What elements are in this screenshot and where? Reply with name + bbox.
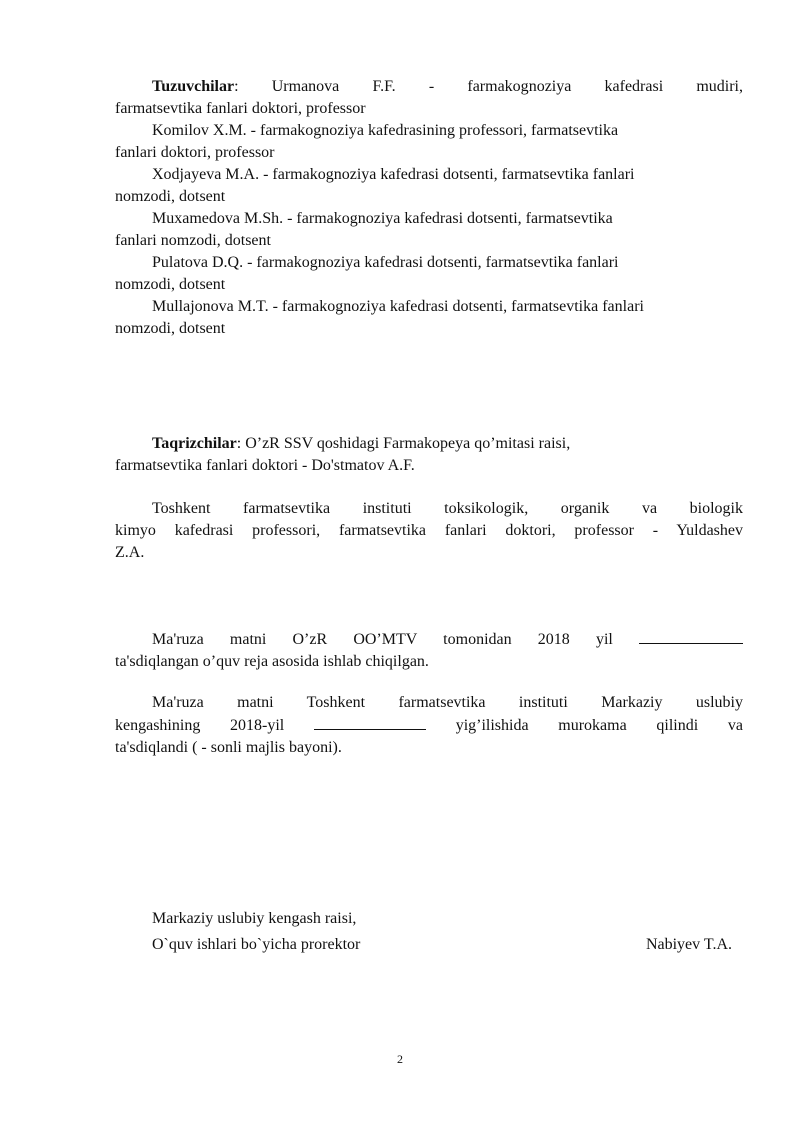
signature-position: O`quv ishlari bo`yicha prorektor — [152, 936, 361, 953]
authors-line-8: fanlari nomzodi, dotsent — [115, 232, 271, 249]
page-number: 2 — [397, 1052, 403, 1066]
approval-line-5: ta'sdiqlandi ( - sonli majlis bayoni). — [115, 739, 342, 756]
reviewers-heading: Taqrizchilar — [152, 435, 237, 452]
signature-name: Nabiyev T.A. — [645, 936, 732, 953]
authors-line-4: fanlari doktori, professor — [115, 144, 275, 161]
approval-paragraph-1 — [115, 628, 743, 673]
authors-line-6: nomzodi, dotsent — [115, 188, 226, 205]
authors-line-11: Mullajonova M.T. - farmakognoziya kafedrasi dotsenti, farmatsevtika fanlari — [152, 298, 644, 315]
authors-line-7: Muxamedova M.Sh. - farmakognoziya kafedrasi dotsenti, farmatsevtika — [152, 210, 613, 227]
authors-line-2: farmatsevtika fanlari doktori, professor — [115, 100, 366, 117]
authors-line-9: Pulatova D.Q. - farmakognoziya kafedrasi dotsenti, farmatsevtika fanlari — [152, 254, 619, 271]
approval-line-1: Ma'ruza matni O’zR OO’MTV tomonidan 2018 yil — [115, 628, 743, 651]
authors-line-1: Tuzuvchilar: Urmanova F.F. - farmakognoziya kafedrasi mudiri, — [152, 78, 744, 95]
date-blank-1 — [639, 628, 743, 644]
approval-line-3: Ma'ruza matni Toshkent farmatsevtika instituti Markaziy uslubiy — [152, 694, 743, 711]
approval-line-2: ta'sdiqlangan o’quv reja asosida ishlab chiqilgan. — [115, 653, 429, 670]
reviewers-line-2: farmatsevtika fanlari doktori - Do'stmatov A.F. — [115, 457, 415, 474]
approval-line-4: kengashining 2018-yil yig’ilishida murokama qilindi va — [115, 714, 743, 737]
reviewers-line-1: Taqrizchilar: O’zR SSV qoshidagi Farmakopeya qo’mitasi raisi, — [152, 435, 571, 452]
reviewers-line-5: Z.A. — [115, 544, 145, 561]
authors-line-10: nomzodi, dotsent — [115, 276, 226, 293]
authors-line-12: nomzodi, dotsent — [115, 320, 226, 337]
reviewer-2-section — [115, 498, 743, 564]
authors-line-3: Komilov X.M. - farmakognoziya kafedrasining professori, farmatsevtika — [152, 122, 619, 139]
date-blank-2 — [314, 714, 426, 730]
authors-section — [115, 76, 743, 340]
reviewers-line-4: kimyo kafedrasi professori, farmatsevtika fanlari doktori, professor - Yuldashev — [115, 522, 743, 539]
signature-line-2 — [152, 932, 732, 958]
signature-block — [152, 906, 732, 958]
reviewers-line-3: Toshkent farmatsevtika instituti toksikologik, organik va biologik — [152, 500, 743, 517]
authors-line-5: Xodjayeva M.A. - farmakognoziya kafedrasi dotsenti, farmatsevtika fanlari — [152, 166, 635, 183]
approval-paragraph-2 — [115, 692, 743, 759]
reviewers-section — [115, 433, 743, 477]
signature-line-1: Markaziy uslubiy kengash raisi, — [152, 910, 357, 927]
authors-heading: Tuzuvchilar — [152, 78, 235, 95]
